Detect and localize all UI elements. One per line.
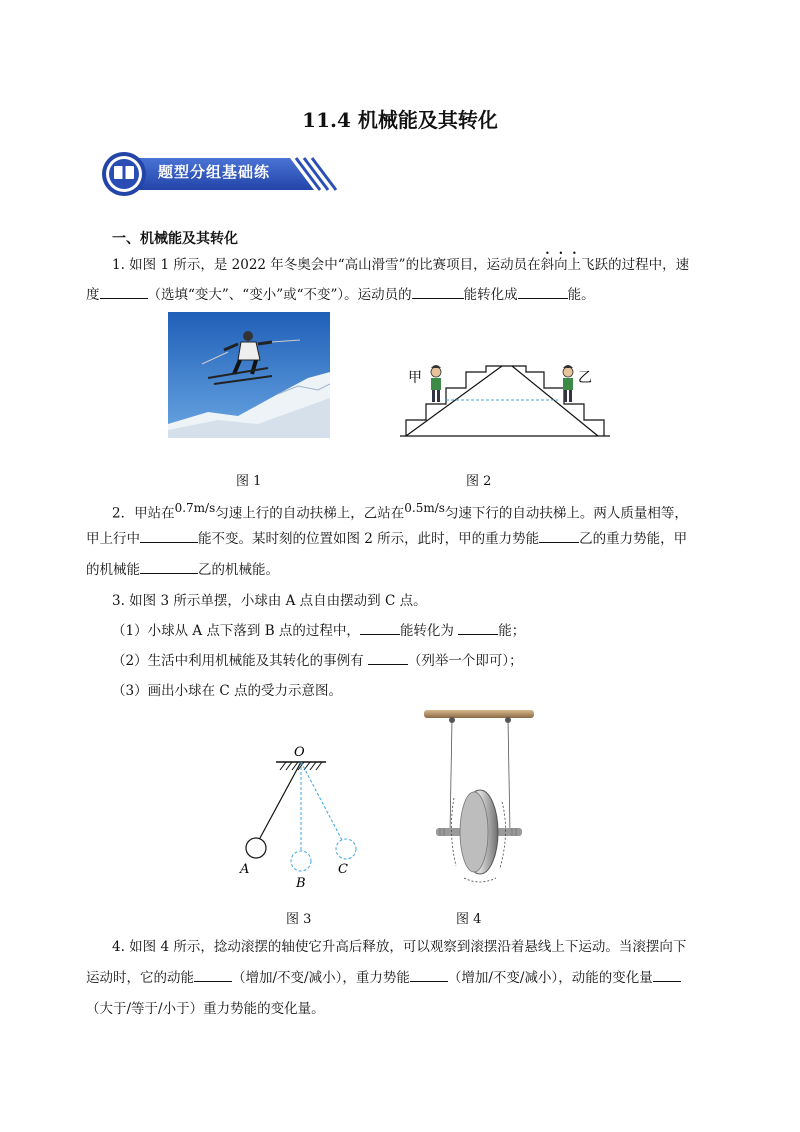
answer-blank[interactable]: [100, 284, 148, 299]
q3-stem: 3. 如图 3 所示单摆，小球由 A 点自由摆动到 C 点。: [112, 593, 427, 609]
q2-line3: [86, 559, 279, 581]
answer-blank[interactable]: [458, 620, 498, 635]
label-B: B: [296, 876, 306, 891]
q4-text-c: （增加/不变/减小），动能的变化量: [447, 970, 653, 986]
q2-text-f: 乙的重力势能，甲: [579, 531, 688, 547]
label-C: C: [338, 862, 348, 877]
q3-text-d: （2）生活中利用机械能及其转化的事例有: [112, 653, 368, 669]
rolling-pendulum-photo: [424, 706, 534, 896]
q3-part2: [112, 650, 523, 672]
q4-line1: 4. 如图 4 所示，捻动滚摆的轴使它升高后释放，可以观察到滚摆沿着悬线上下运动。当滚摆向下: [112, 939, 687, 955]
answer-blank[interactable]: [368, 650, 408, 665]
answer-blank[interactable]: [140, 528, 198, 543]
q4-text-a: 运动时，它的动能: [86, 970, 194, 986]
dotted-char: 上: [567, 257, 582, 273]
q1-line2: [86, 284, 595, 306]
book-icon: [114, 165, 134, 180]
q2-text-c: 匀速下行的自动扶梯上。两人质量相等，: [444, 505, 688, 522]
person-yi-icon: [563, 365, 573, 402]
q1-text-d: （选填“变大”、“变小”或“不变”）。运动员的: [147, 287, 412, 303]
answer-blank[interactable]: [410, 967, 448, 982]
caption-fig3: 图 3: [286, 912, 312, 927]
answer-blank[interactable]: [412, 284, 464, 299]
escalator-diagram: [398, 358, 612, 440]
caption-fig2: 图 2: [466, 474, 492, 489]
answer-blank[interactable]: [194, 967, 232, 982]
page-title: 11.4 机械能及其转化: [302, 108, 498, 132]
label-A: A: [240, 862, 250, 877]
q1-text-e: 能转化成: [463, 287, 518, 303]
label-jia: 甲: [408, 370, 422, 386]
q2-line2: [86, 528, 687, 550]
q3-part1: [112, 620, 525, 642]
q3-text-a: （1）小球从 A 点下落到 B 点的过程中，: [112, 623, 360, 639]
section-badge: [100, 150, 340, 198]
answer-blank[interactable]: [653, 967, 681, 982]
q3-text-b: 能转化为: [399, 623, 459, 639]
section-heading: 一、机械能及其转化: [112, 231, 238, 247]
q3-text-c: 能；: [498, 623, 526, 639]
q4-text-b: （增加/不变/减小），重力势能: [232, 970, 410, 986]
q1-text-a: 1. 如图 1 所示，是 2022 年冬奥会中“高山滑雪”的比赛项目，运动员在: [112, 257, 541, 273]
answer-blank[interactable]: [360, 620, 400, 635]
q2-text-g: 的机械能: [86, 562, 140, 578]
q2-text-d: 甲上行中: [86, 531, 140, 547]
q3-text-e: （列举一个即可）；: [407, 653, 523, 669]
q1-text-b: 飞跃的过程中，速: [581, 257, 690, 273]
q2-text-a: 2．甲站在: [112, 505, 175, 522]
caption-fig1: 图 1: [236, 474, 262, 489]
answer-blank[interactable]: [539, 528, 579, 543]
speed-yi: 0.5m/s: [404, 501, 445, 515]
q1-dotted-emphasis: [541, 257, 582, 273]
q2-text-h: 乙的机械能。: [198, 562, 279, 578]
q4-line2: [86, 967, 681, 989]
q1-text-f: 能。: [567, 287, 595, 303]
person-jia-icon: [431, 365, 441, 402]
q2-line1: [112, 497, 688, 525]
q2-text-b: 匀速上行的自动扶梯上，乙站在: [215, 505, 405, 522]
pendulum-diagram: [230, 730, 370, 892]
answer-blank[interactable]: [140, 559, 198, 574]
speed-jia: 0.7m/s: [174, 501, 216, 515]
skier-photo: [168, 312, 330, 438]
dotted-char: 斜: [540, 257, 555, 273]
answer-blank[interactable]: [518, 284, 568, 299]
q1-text-c: 度: [86, 287, 100, 303]
dotted-char: 向: [554, 257, 568, 273]
badge-label: 题型分组基础练: [158, 163, 271, 181]
label-yi: 乙: [578, 370, 592, 386]
q1-line1: [112, 254, 689, 276]
caption-fig4: 图 4: [456, 912, 482, 927]
q2-text-e: 能不变。某时刻的位置如图 2 所示，此时，甲的重力势能: [198, 531, 540, 547]
q4-line3: （大于/等于/小于）重力势能的变化量。: [86, 1001, 325, 1017]
label-O: O: [294, 745, 305, 760]
q3-part3: （3）画出小球在 C 点的受力示意图。: [112, 683, 343, 699]
